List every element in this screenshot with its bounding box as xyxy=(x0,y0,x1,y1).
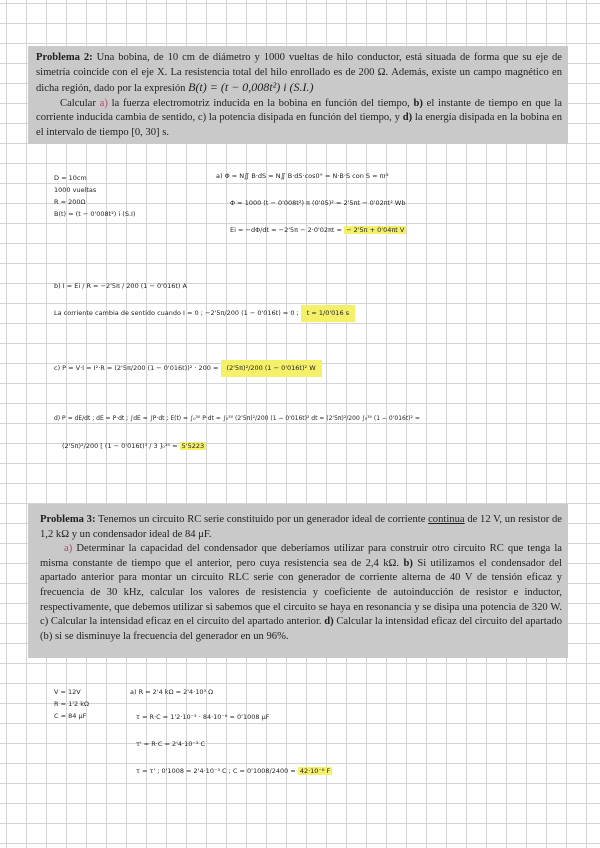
part-d-energy: d) P = dE/dt ; dE = P·dt ; ∫dE = ∫P·dt ; E(t) = ∫₀³⁰ P·dt = ∫₀³⁰ (2'5π)²/200 (1 − 0'016t)² dt = (2'5π)²/200 ∫₀³⁰ (1 − 0'016t)² = xyxy=(54,415,420,422)
p3-given-c: C = 84 μF xyxy=(54,712,87,720)
p3-task-a-text: Determinar la capacidad del condensador que deberíamos utilizar para construir otro circuito RC que tenga la misma constante de tiempo que el anterior, pero cuya resistencia sea de 2,4 kΩ. xyxy=(40,543,562,569)
task-b-text: el instante de tiempo en que la corriente inducida cambia de sentido, xyxy=(36,97,562,124)
problem-2-statement xyxy=(28,46,568,144)
p3-task-d-label: d) xyxy=(324,616,334,628)
task-a-label: a) xyxy=(99,97,108,109)
problem-3-title: Problema 3: xyxy=(40,514,96,525)
problem-3-intro xyxy=(40,513,562,542)
task-a-text: la fuerza electromotriz inducida en la bobina en función del tiempo, xyxy=(111,97,410,109)
p3-given-v: V = 12V xyxy=(54,688,81,696)
given-b: B(t) = (t − 0'008t²) i (S.I) xyxy=(54,210,136,218)
part-a-flux-value: Φ = 1000 (t − 0'008t²) π (0'05)² = 2'5πt − 0'02πt² Wb xyxy=(230,199,406,207)
problem-3-tasks xyxy=(40,542,562,644)
problem-2-title: Problema 2: xyxy=(36,52,93,63)
part-a-result: − 2'5π + 0'04πt V xyxy=(346,226,405,234)
problem-2-tasks xyxy=(36,97,562,141)
part-b-result: t = 1/0'016 s xyxy=(301,305,355,322)
problem-2-intro-text: Una bobina, de 10 cm de diámetro y 1000 vueltas de hilo conductor, está situada de forma que su eje de simetría coincide con el eje X. La resistencia total del hilo enrollado es de 200 Ω. Además, existe un campo magnético en dicha región, dado por la expresión xyxy=(36,52,562,95)
given-r: R = 200Ω xyxy=(54,198,86,206)
task-b-label: b) xyxy=(413,97,423,109)
part-c-power xyxy=(54,360,322,377)
p3-part-a-tau-prime: τ' = R·C = 2'4·10⁻³ C xyxy=(136,740,206,748)
p3-task-b-text: Si utilizamos el condensador del apartado anterior para montar un circuito RLC serie con generador de corriente alterna de 40 V de tensión eficaz y frecuencia de 30 kHz, calcular los valores de resistencia y coeficiente de autoinducción de resistor e inductor, respectivamente, que debemos utilizar si sabemos que el circuito se haya en resonancia y se disipa una potencia de 320 W. xyxy=(40,557,562,613)
problem-3-intro-a: Tenemos un circuito RC serie constituido por un generador ideal de corriente xyxy=(98,514,426,525)
problem-3-statement xyxy=(28,504,568,658)
p3-task-b-label: b) xyxy=(403,557,413,569)
p3-task-a-label: a) xyxy=(64,543,73,555)
part-d-energy-final xyxy=(62,442,206,451)
part-c-result: (2'5π)²/200 (1 − 0'016t)² W xyxy=(221,360,322,377)
p3-part-a-tau: τ = R·C = 1'2·10⁻³ · 84·10⁻⁶ = 0'1008 μF xyxy=(136,713,270,721)
part-a-emf xyxy=(230,226,406,235)
p3-task-c-text: c) Calcular la intensidad eficaz en el circuito del apartado anterior. xyxy=(40,616,322,628)
given-d: D = 10cm xyxy=(54,174,87,182)
p3-given-r: R = 1'2 kΩ xyxy=(54,700,89,708)
p3-task-d-text: Calcular la intensidad eficaz del circuito del apartado (b) si se disminuye la frecuencia del generador en un 96%. xyxy=(40,616,563,642)
tasks-intro: Calcular xyxy=(60,97,96,109)
p3-part-a-equation xyxy=(136,767,332,776)
task-d-text: la energía disipada en la bobina en el intervalo de tiempo [0, 30] s. xyxy=(36,112,563,138)
part-b-sign-change xyxy=(54,305,355,322)
part-d-result: 5'5223 xyxy=(181,442,205,450)
p3-part-a-r: a) R = 2'4 kΩ = 2'4·10³ Ω xyxy=(130,688,214,696)
problem-3-intro-b: de 12 V, un resistor de 1,2 kΩ y un condensador ideal de 84 μF. xyxy=(40,514,562,540)
task-d-label: d) xyxy=(402,112,413,124)
part-a-emf-derivation: Ei = −dΦ/dt = −2'5π − 2·0'02πt = xyxy=(230,226,342,234)
part-a-flux: a) Φ = N∬ B·dS = N∬ B·dS·cos0° = N·B·S con S = πr² xyxy=(216,172,389,180)
part-b-current: b) I = Ei / R = −2'5π / 200 (1 − 0'016t) A xyxy=(54,282,187,290)
part-c-derivation: c) P = V·I = I²·R = (2'5π/200 (1 − 0'016t))² · 200 = xyxy=(54,364,219,372)
problem-3-underlined: continua xyxy=(428,514,465,525)
task-c-text: c) la potencia disipada en función del tiempo, y xyxy=(197,112,400,124)
problem-2-intro xyxy=(36,51,562,97)
part-b-condition: La corriente cambia de sentido cuando I = 0 ; −2'5π/200 (1 − 0'016t) = 0 ; xyxy=(54,309,299,317)
p3-part-a-derivation: τ = τ' ; 0'1008 = 2'4·10⁻³ C ; C = 0'1008/2400 = xyxy=(136,767,296,775)
p3-part-a-result: 42·10⁻⁶ F xyxy=(299,767,331,775)
part-d-integral: (2'5π)²/200 [ (1 − 0'016t)³ / 3 ]₀³⁰ = xyxy=(62,442,178,450)
magnetic-field-formula: B(t) = (t − 0,008t²) i (S.I.) xyxy=(188,80,314,95)
given-turns: 1000 vueltas xyxy=(54,186,97,194)
